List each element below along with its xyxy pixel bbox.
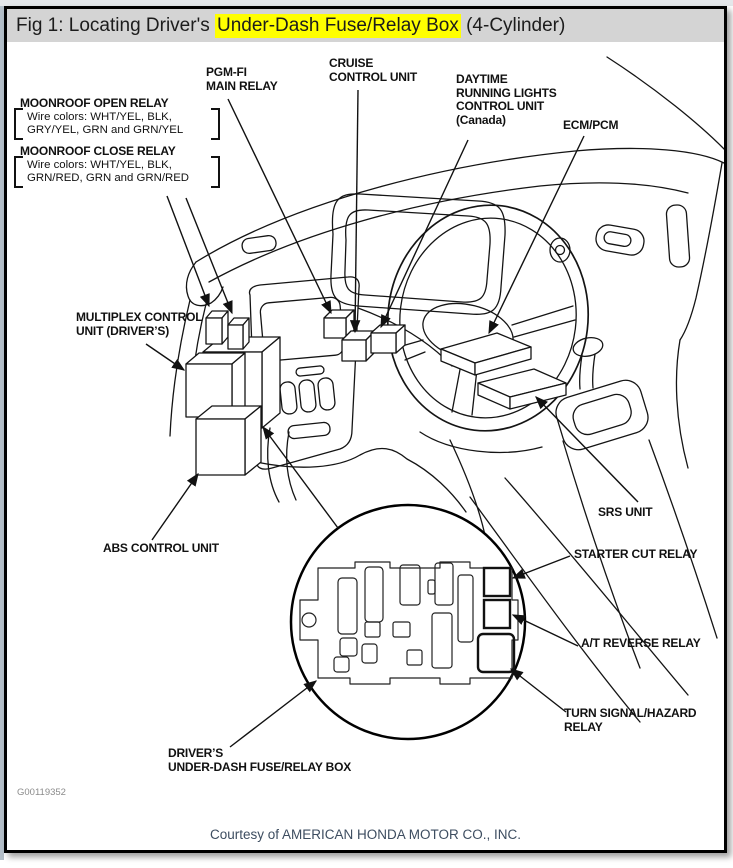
caption-prefix: Fig 1: Locating Driver's xyxy=(16,14,215,36)
figure-id: G00119352 xyxy=(17,787,66,798)
label-multiplex-control-unit: MULTIPLEX CONTROL UNIT (DRIVER’S) xyxy=(76,310,203,338)
label-under-dash-fuse-relay-box: DRIVER’S UNDER-DASH FUSE/RELAY BOX xyxy=(168,746,352,774)
component-boxes xyxy=(186,310,566,475)
leader-fuse-box-label xyxy=(230,681,316,747)
label-moonroof-close-relay: MOONROOF CLOSE RELAY xyxy=(20,144,176,158)
label-at-reverse-relay: A/T REVERSE RELAY xyxy=(581,636,701,650)
drl-control-unit-cube xyxy=(371,325,405,353)
caption-highlight: Under-Dash Fuse/Relay Box xyxy=(216,14,459,36)
figure-page xyxy=(4,6,727,853)
label-daytime-running-lights: DAYTIME RUNNING LIGHTS CONTROL UNIT (Canada) xyxy=(456,72,557,127)
abs-control-unit-box xyxy=(196,406,261,475)
ecm-pcm-box xyxy=(441,333,531,375)
magnifier-line xyxy=(263,427,338,528)
label-pgm-fi-main-relay: PGM-FI MAIN RELAY xyxy=(206,65,278,93)
label-moonroof-close-wires: Wire colors: WHT/YEL, BLK, GRN/RED, GRN and GRN/RED xyxy=(14,156,220,188)
leader-moonroof-close xyxy=(186,198,232,313)
leader-turn-signal xyxy=(511,669,566,712)
courtesy-line: Courtesy of AMERICAN HONDA MOTOR CO., INC. xyxy=(209,827,522,842)
leader-moonroof-open xyxy=(167,196,209,306)
label-srs-unit: SRS UNIT xyxy=(598,505,653,519)
label-turn-signal-hazard-relay: TURN SIGNAL/HAZARD RELAY xyxy=(564,706,697,734)
leader-ecm-pcm xyxy=(489,136,584,333)
label-starter-cut-relay: STARTER CUT RELAY xyxy=(574,547,698,561)
label-abs-control-unit: ABS CONTROL UNIT xyxy=(103,541,219,555)
caption-suffix: (4-Cylinder) xyxy=(460,14,566,36)
leader-abs xyxy=(152,474,198,540)
cruise-control-unit-cube xyxy=(342,331,375,361)
leader-srs xyxy=(536,397,638,502)
label-ecm-pcm: ECM/PCM xyxy=(563,118,619,132)
moonroof-relay-cubes xyxy=(206,311,249,349)
label-moonroof-open-wires: Wire colors: WHT/YEL, BLK, GRY/YEL, GRN and GRN/YEL xyxy=(14,108,220,140)
leader-pgm-fi xyxy=(228,99,331,313)
label-cruise-control-unit: CRUISE CONTROL UNIT xyxy=(329,56,418,84)
label-moonroof-open-relay: MOONROOF OPEN RELAY xyxy=(20,96,169,110)
